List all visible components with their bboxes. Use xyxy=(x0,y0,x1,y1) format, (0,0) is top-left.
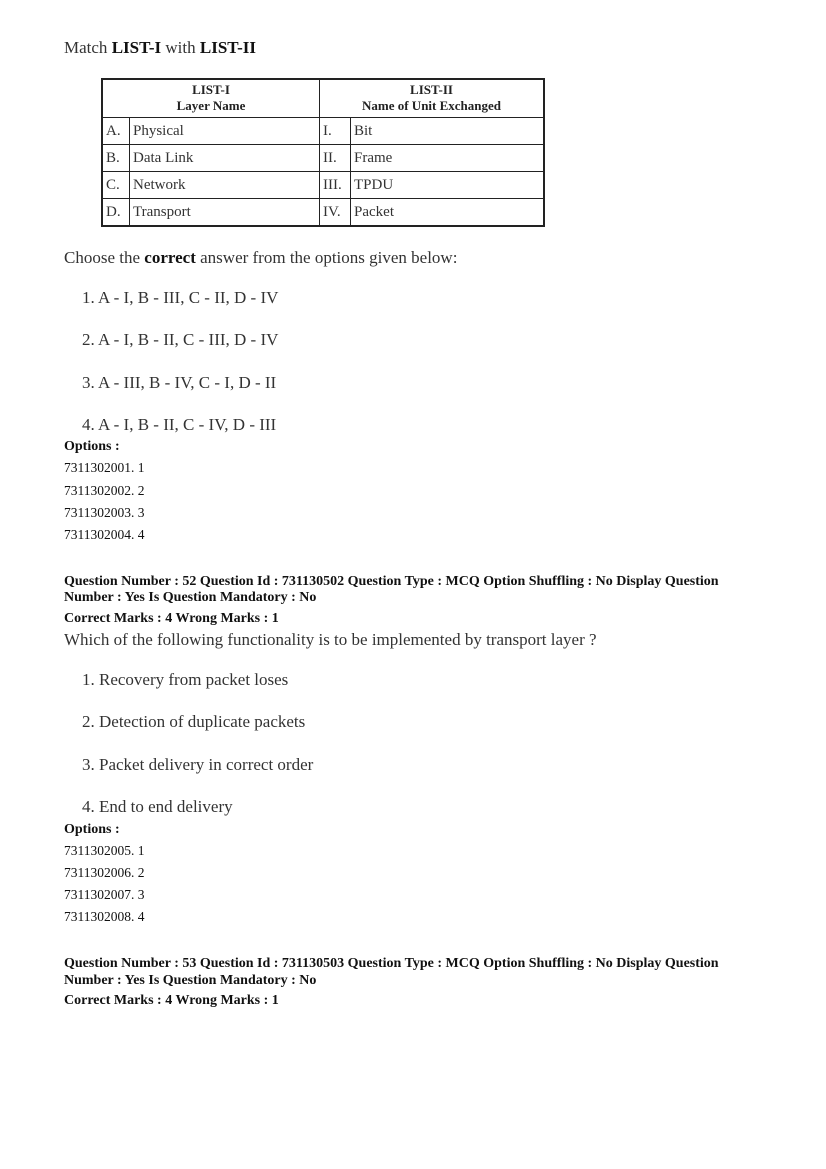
q52-choice: 1. Recovery from packet loses xyxy=(82,670,289,689)
q51-instruction-bold: correct xyxy=(144,248,196,267)
q51-options-label: Options : xyxy=(64,439,120,454)
q51-title-prefix: Match xyxy=(64,38,112,57)
q53-marks: Correct Marks : 4 Wrong Marks : 1 xyxy=(64,993,279,1008)
q51-instruction-suffix: answer from the options given below: xyxy=(195,248,458,267)
q51-choice: 1. A - I, B - III, C - II, D - IV xyxy=(82,288,279,307)
q51-title xyxy=(64,38,256,58)
list1-header xyxy=(102,79,320,118)
q52-choice: 3. Packet delivery in correct order xyxy=(82,755,314,774)
q52-meta-line1: Question Number : 52 Question Id : 731130502 Question Type : MCQ Option Shuffling : No Display Question xyxy=(64,574,719,589)
q52-meta-line2: Number : Yes Is Question Mandatory : No xyxy=(64,590,317,605)
q53-meta-line2: Number : Yes Is Question Mandatory : No xyxy=(64,973,317,988)
list2-key: I. xyxy=(320,118,351,145)
list2-key: III. xyxy=(320,172,351,199)
list2-header-subtitle: Name of Unit Exchanged xyxy=(361,98,502,113)
q52-option: 7311302007. 3 xyxy=(64,887,145,902)
list1-value: Transport xyxy=(130,199,320,227)
q52-question: Which of the following functionality is to be implemented by transport layer ? xyxy=(64,630,597,649)
list1-header-subtitle: Layer Name xyxy=(176,98,246,113)
q52-choice: 2. Detection of duplicate packets xyxy=(82,712,306,731)
q52-option: 7311302008. 4 xyxy=(64,909,145,924)
q51-choice: 4. A - I, B - II, C - IV, D - III xyxy=(82,415,277,434)
q51-option: 7311302001. 1 xyxy=(64,460,145,475)
list2-value: Bit xyxy=(351,118,545,145)
q52-options-label: Options : xyxy=(64,822,120,837)
q53-meta-line1: Question Number : 53 Question Id : 731130503 Question Type : MCQ Option Shuffling : No Display Question xyxy=(64,956,719,971)
list2-value: Frame xyxy=(351,145,545,172)
list2-header xyxy=(320,79,545,118)
list2-value: TPDU xyxy=(351,172,545,199)
list1-key: B. xyxy=(102,145,130,172)
q51-option: 7311302004. 4 xyxy=(64,527,145,542)
q51-title-list2: LIST-II xyxy=(199,38,256,57)
q51-instruction-prefix: Choose the xyxy=(64,248,145,267)
q51-choice: 2. A - I, B - II, C - III, D - IV xyxy=(82,330,279,349)
table-row xyxy=(102,118,544,145)
match-table xyxy=(101,78,545,227)
list1-value: Data Link xyxy=(130,145,320,172)
q51-title-mid: with xyxy=(161,38,200,57)
list2-header-title: LIST-II xyxy=(410,82,453,97)
match-table-header xyxy=(102,79,544,118)
list2-key: II. xyxy=(320,145,351,172)
list1-value: Physical xyxy=(130,118,320,145)
table-row xyxy=(102,199,544,227)
q52-option: 7311302006. 2 xyxy=(64,865,145,880)
table-row xyxy=(102,145,544,172)
q52-marks: Correct Marks : 4 Wrong Marks : 1 xyxy=(64,611,279,626)
list1-value: Network xyxy=(130,172,320,199)
list2-value: Packet xyxy=(351,199,545,227)
table-row xyxy=(102,172,544,199)
q51-title-list1: LIST-I xyxy=(111,38,162,57)
q51-choice: 3. A - III, B - IV, C - I, D - II xyxy=(82,373,277,392)
list1-key: A. xyxy=(102,118,130,145)
list1-key: D. xyxy=(102,199,130,227)
q51-instruction xyxy=(64,248,457,268)
list1-key: C. xyxy=(102,172,130,199)
q51-option: 7311302002. 2 xyxy=(64,483,145,498)
q51-option: 7311302003. 3 xyxy=(64,505,145,520)
q52-choice: 4. End to end delivery xyxy=(82,797,233,816)
list1-header-title: LIST-I xyxy=(192,82,230,97)
list2-key: IV. xyxy=(320,199,351,227)
q52-option: 7311302005. 1 xyxy=(64,843,145,858)
